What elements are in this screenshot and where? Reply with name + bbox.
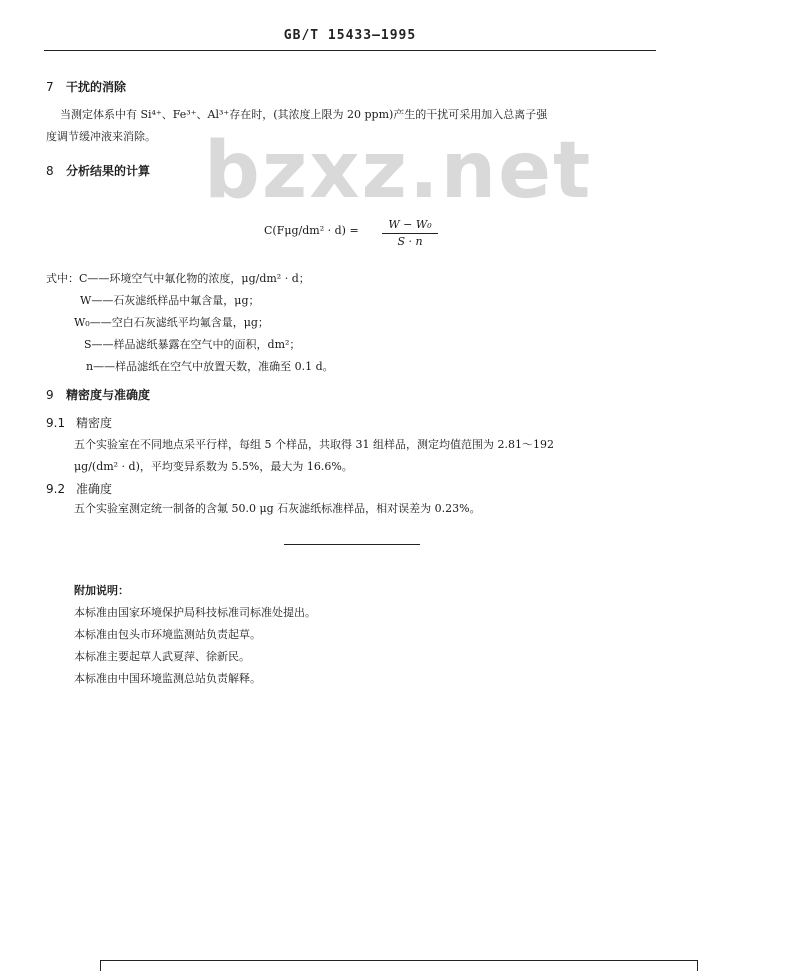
definition-symbol: S bbox=[84, 338, 92, 351]
watermark: bzxz.net bbox=[204, 126, 593, 216]
definition-row bbox=[46, 268, 334, 290]
subsection-title: 准确度 bbox=[76, 482, 113, 496]
subsection-9-1-line-1: 五个实验室在不同地点采平行样，每组 5 个样品，共取得 31 组样品，测定均值范围为 2.81～192 bbox=[74, 438, 554, 451]
definition-row bbox=[46, 312, 334, 334]
formula-numerator: W − W₀ bbox=[388, 218, 432, 231]
definition-symbol: W₀ bbox=[74, 316, 90, 329]
variable-definitions bbox=[46, 268, 334, 378]
section-title: 精密度与准确度 bbox=[66, 388, 151, 402]
subsection-title: 精密度 bbox=[76, 416, 113, 430]
definition-row bbox=[46, 290, 334, 312]
section-number: 8 bbox=[46, 164, 54, 178]
definition-text: ——样品滤纸暴露在空气中的面积，dm²； bbox=[91, 338, 301, 351]
note-item: 本标准由包头市环境监测站负责起草。 bbox=[74, 628, 261, 641]
section-title: 分析结果的计算 bbox=[66, 164, 151, 178]
subsection-9-2-heading bbox=[46, 480, 112, 497]
end-of-text-rule bbox=[284, 544, 420, 545]
where-label: 式中： bbox=[46, 272, 79, 285]
concentration-formula bbox=[264, 218, 454, 252]
definition-text: ——样品滤纸在空气中放置天数，准确至 0.1 d。 bbox=[93, 360, 334, 373]
header-rule bbox=[44, 50, 656, 51]
section-number: 9 bbox=[46, 388, 54, 402]
formula-fraction bbox=[382, 218, 438, 249]
fraction-bar bbox=[382, 233, 438, 234]
section-7-heading bbox=[46, 78, 126, 95]
subsection-number: 9.1 bbox=[46, 416, 66, 430]
note-item: 本标准主要起草人武夏萍、徐新民。 bbox=[74, 650, 250, 663]
note-item: 本标准由中国环境监测总站负责解释。 bbox=[74, 672, 261, 685]
section-8-heading bbox=[46, 162, 150, 179]
formula-denominator: S · n bbox=[397, 235, 423, 248]
definition-text: ——环境空气中氟化物的浓度，μg/dm² · d； bbox=[87, 272, 310, 285]
note-item: 本标准由国家环境保护局科技标准司标准处提出。 bbox=[74, 606, 316, 619]
subsection-number: 9.2 bbox=[46, 482, 66, 496]
section-number: 7 bbox=[46, 80, 54, 94]
standard-number-header: GB/T 15433—1995 bbox=[283, 28, 417, 43]
definition-row bbox=[46, 334, 334, 356]
subsection-9-2-line-1: 五个实验室测定统一制备的含氟 50.0 μg 石灰滤纸标准样品，相对误差为 0.23%。 bbox=[74, 502, 481, 515]
section-title: 干扰的消除 bbox=[66, 80, 127, 94]
definition-symbol: W bbox=[80, 294, 92, 307]
definition-symbol: C bbox=[79, 272, 88, 285]
section-9-heading bbox=[46, 386, 150, 403]
definition-text: ——石灰滤纸样品中氟含量，μg； bbox=[91, 294, 260, 307]
definition-row bbox=[46, 356, 334, 378]
section-7-paragraph-line-1: 当测定体系中有 Si⁴⁺、Fe³⁺、Al³⁺存在时，(其浓度上限为 20 ppm)产生的干扰可采用加入总离子强 bbox=[60, 108, 548, 121]
subsection-9-1-heading bbox=[46, 414, 112, 431]
section-7-paragraph-line-2: 度调节缓冲液来消除。 bbox=[46, 130, 156, 143]
definition-text: ——空白石灰滤纸平均氟含量，μg； bbox=[89, 316, 269, 329]
additional-notes bbox=[74, 580, 316, 690]
subsection-9-1-line-2: μg/(dm² · d)，平均变异系数为 5.5%，最大为 16.6%。 bbox=[74, 460, 353, 473]
definition-symbol: n bbox=[86, 360, 94, 373]
formula-lhs: C(Fμg/dm² · d) = bbox=[264, 224, 359, 237]
notes-title: 附加说明： bbox=[74, 584, 129, 597]
